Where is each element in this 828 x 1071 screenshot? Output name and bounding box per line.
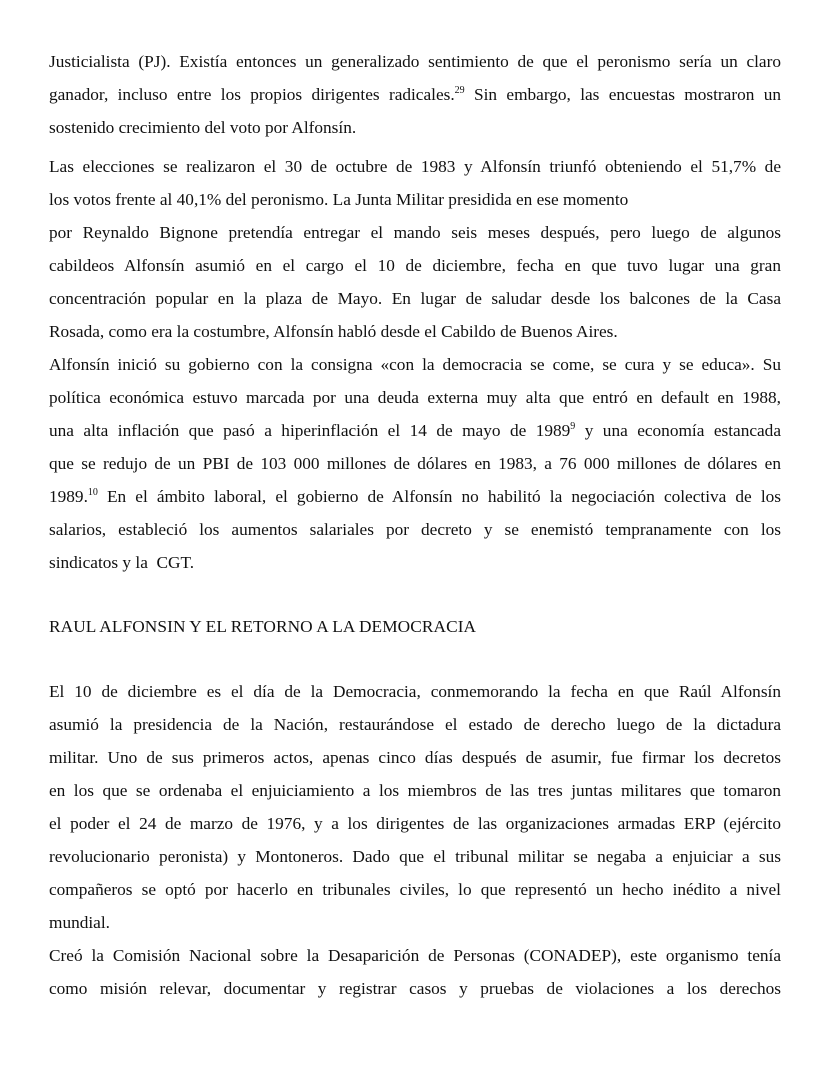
paragraph-2	[49, 150, 781, 348]
section-heading: RAUL ALFONSIN Y EL RETORNO A LA DEMOCRACIA	[49, 617, 477, 636]
text-line: el poder el 24 de marzo de 1976, y a los dirigentes de las organizaciones armadas ERP (ejército	[49, 814, 781, 833]
text-line: revolucionario peronista) y Montoneros. Dado que el tribunal militar se negaba a enjuiciar a sus	[49, 847, 781, 866]
text-line: los votos frente al 40,1% del peronismo. La Junta Militar presidida en ese momento	[49, 190, 629, 209]
text-span: ganador, incluso entre los propios dirigentes radicales.	[49, 85, 455, 104]
text-line: como misión relevar, documentar y registrar casos y pruebas de violaciones a los derechos	[49, 979, 781, 998]
text-line: concentración popular en la plaza de Mayo. En lugar de saludar desde los balcones de la Casa	[49, 289, 781, 308]
text-line	[49, 480, 781, 513]
text-span: En el ámbito laboral, el gobierno de Alfonsín no habilitó la negociación colectiva de los	[97, 487, 781, 506]
document-page	[49, 45, 781, 1005]
paragraph-4	[49, 675, 781, 939]
text-line: compañeros se optó por hacerlo en tribunales civiles, lo que representó un hecho inédito a nivel	[49, 880, 781, 899]
text-line: sostenido crecimiento del voto por Alfonsín.	[49, 118, 357, 137]
text-line: en los que se ordenaba el enjuiciamiento a los miembros de las tres juntas militares que tomaron	[49, 781, 781, 800]
text-line: sindicatos y la CGT.	[49, 553, 195, 572]
text-line	[49, 414, 781, 447]
paragraph-5	[49, 939, 781, 1005]
paragraph-3	[49, 348, 781, 579]
footnote-ref: 29	[454, 85, 465, 96]
text-span: Sin embargo, las encuestas mostraron un	[464, 85, 781, 104]
text-line: mundial.	[49, 913, 110, 932]
text-line: por Reynaldo Bignone pretendía entregar el mando seis meses después, pero luego de algunos	[49, 223, 781, 242]
text-line: Creó la Comisión Nacional sobre la Desaparición de Personas (CONADEP), este organismo tenía	[49, 946, 781, 965]
text-line: que se redujo de un PBI de 103 000 millones de dólares en 1983, a 76 000 millones de dólares en	[49, 454, 781, 473]
text-line: militar. Uno de sus primeros actos, apenas cinco días después de asumir, fue firmar los decretos	[49, 748, 781, 767]
paragraph-1	[49, 45, 781, 144]
text-line: Rosada, como era la costumbre, Alfonsín habló desde el Cabildo de Buenos Aires.	[49, 322, 618, 341]
text-line: asumió la presidencia de la Nación, restaurándose el estado de derecho luego de la dictadura	[49, 715, 781, 734]
text-line: cabildeos Alfonsín asumió en el cargo el 10 de diciembre, fecha en que tuvo lugar una gran	[49, 256, 781, 275]
text-line	[49, 78, 781, 111]
footnote-ref: 10	[87, 487, 98, 498]
text-line: política económica estuvo marcada por una deuda externa muy alta que entró en default en 1988,	[49, 388, 781, 407]
text-line: salarios, estableció los aumentos salariales por decreto y se enemistó tempranamente con los	[49, 520, 781, 539]
text-span: y una economía estancada	[575, 421, 781, 440]
text-line: Alfonsín inició su gobierno con la consigna «con la democracia se come, se cura y se educa». Su	[49, 355, 781, 374]
text-line: Las elecciones se realizaron el 30 de octubre de 1983 y Alfonsín triunfó obteniendo el 51,7% de	[49, 157, 781, 176]
text-line: El 10 de diciembre es el día de la Democracia, conmemorando la fecha en que Raúl Alfonsín	[49, 682, 781, 701]
text-line: Justicialista (PJ). Existía entonces un generalizado sentimiento de que el peronismo sería un claro	[49, 52, 781, 71]
footnote-ref: 9	[570, 421, 576, 432]
text-span: una alta inflación que pasó a hiperinflación el 14 de mayo de 1989	[49, 421, 571, 440]
text-span: 1989.	[49, 487, 88, 506]
